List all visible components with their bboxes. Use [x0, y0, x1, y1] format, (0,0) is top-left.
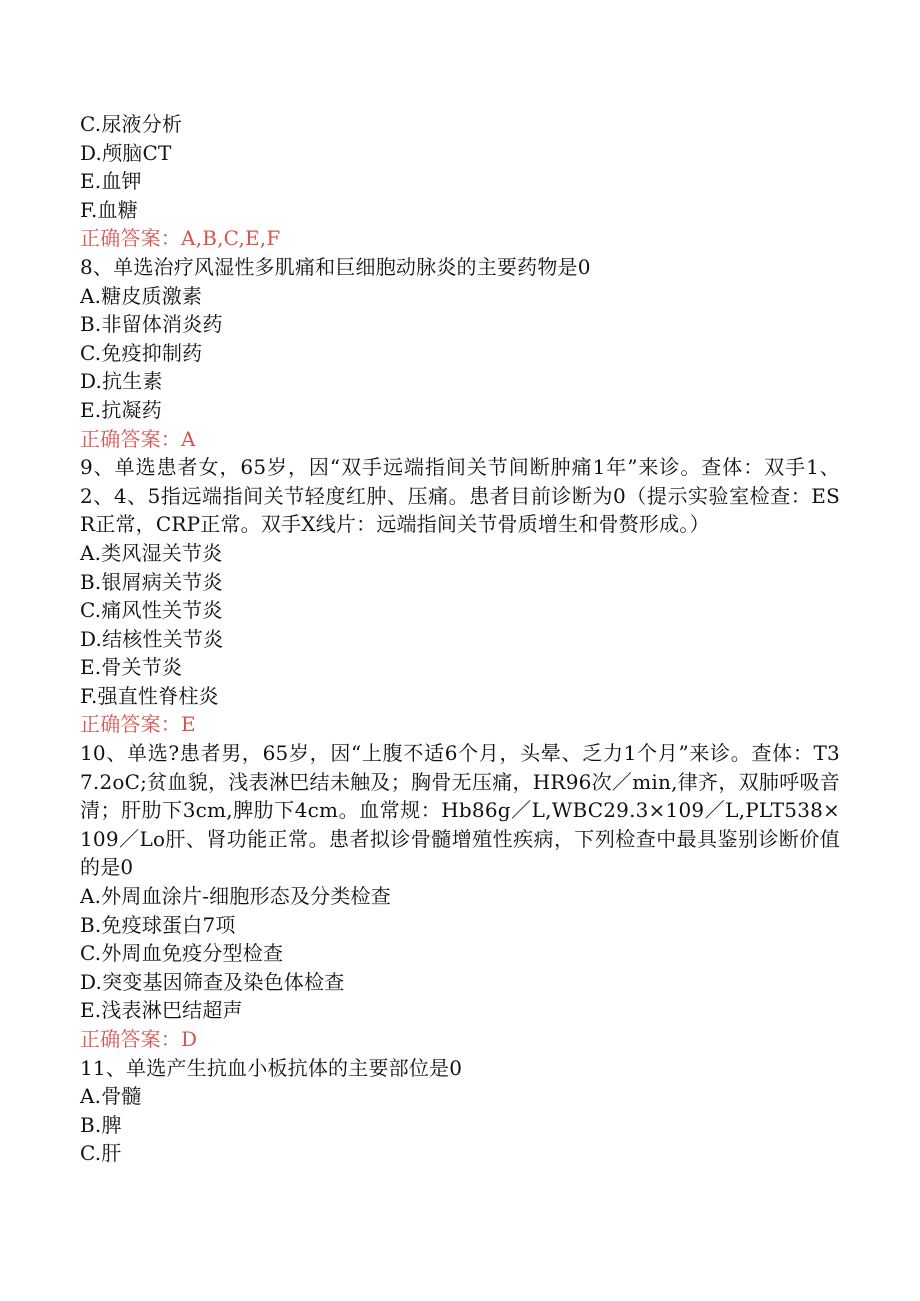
correct-answer: 正确答案：A — [80, 426, 196, 451]
question-block-9 — [80, 453, 840, 739]
question-stem: 11、单选产生抗血小板抗体的主要部位是0 — [80, 1055, 463, 1080]
question-block-7-continued — [80, 110, 840, 253]
option-e: E.血钾 — [80, 169, 142, 194]
option-c: C.外周血免疫分型检查 — [80, 941, 284, 966]
option-e: E.浅表淋巴结超声 — [80, 998, 243, 1023]
question-block-8 — [80, 253, 840, 453]
option-e: E.抗凝药 — [80, 397, 162, 422]
option-e: E.骨关节炎 — [80, 655, 183, 680]
option-b: B.免疫球蛋白7项 — [80, 912, 236, 937]
correct-answer: 正确答案：A,B,C,E,F — [80, 226, 281, 251]
option-f: F.强直性脊柱炎 — [80, 683, 219, 708]
correct-answer: 正确答案：E — [80, 712, 196, 737]
option-c: C.痛风性关节炎 — [80, 598, 223, 623]
option-b: B.非留体消炎药 — [80, 312, 223, 337]
question-stem: 10、单选?患者男，65岁，因“上腹不适6个月，头晕、乏力1个月”来诊。查体：T37.2oC;贫血貌，浅表淋巴结未触及；胸骨无压痛，HR96次／min,律齐，双肺呼吸音清；肝肋下3cm,脾肋下4cm。血常规：Hb86g／L,WBC29.3×109／L,PLT538×109／Lo肝、肾功能正常。患者拟诊骨髓增殖性疾病，下列检查中最具鉴别诊断价值的是0 — [80, 741, 840, 880]
option-c: C.尿液分析 — [80, 112, 183, 136]
option-d: D.突变基因筛查及染色体检查 — [80, 969, 345, 994]
document-page — [80, 110, 840, 1168]
question-block-11 — [80, 1054, 840, 1168]
option-a: A.骨髓 — [80, 1084, 142, 1109]
option-b: B.银屑病关节炎 — [80, 569, 223, 594]
correct-answer: 正确答案：D — [80, 1027, 198, 1051]
option-a: A.糖皮质激素 — [80, 283, 203, 308]
option-f: F.血糖 — [80, 197, 138, 222]
option-d: D.颅脑CT — [80, 140, 172, 165]
option-b: B.脾 — [80, 1112, 122, 1137]
option-a: A.外周血涂片-细胞形态及分类检查 — [80, 884, 391, 909]
question-stem: 8、单选治疗风湿性多肌痛和巨细胞动脉炎的主要药物是0 — [80, 254, 591, 279]
option-d: D.结核性关节炎 — [80, 626, 224, 651]
option-d: D.抗生素 — [80, 369, 163, 394]
option-c: C.免疫抑制药 — [80, 340, 203, 365]
option-c: C.肝 — [80, 1141, 122, 1166]
option-a: A.类风湿关节炎 — [80, 540, 223, 565]
question-block-10 — [80, 739, 840, 1054]
question-stem: 9、单选患者女，65岁，因“双手远端指间关节间断肿痛1年”来诊。查体：双手1、2、4、5指远端指间关节轻度红肿、压痛。患者目前诊断为0（提示实验室检查：ESR正常，CRP正常。双手X线片：远端指间关节骨质增生和骨赘形成。） — [80, 455, 840, 537]
